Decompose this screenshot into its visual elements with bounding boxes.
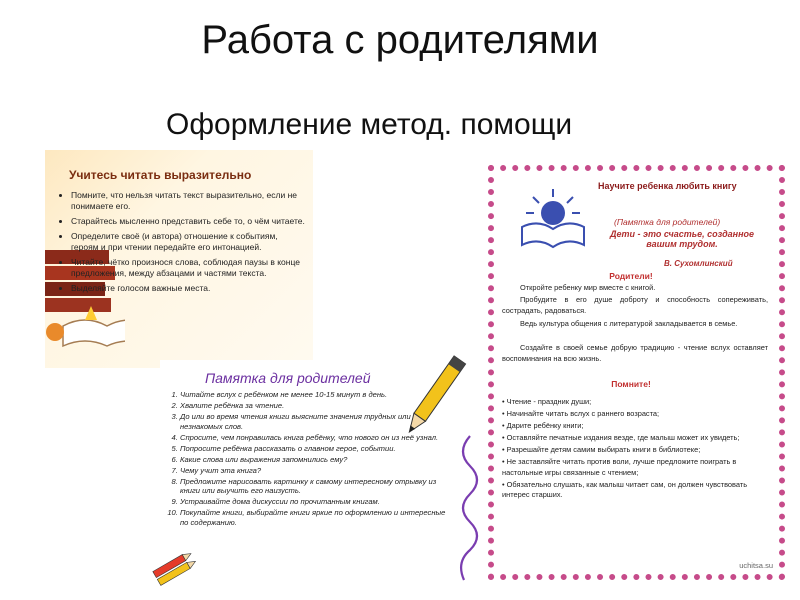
card3-author: В. Сухомлинский xyxy=(664,259,733,268)
card3-subheading: (Памятка для родителей) xyxy=(614,217,721,227)
list-item: 5. Попросите ребёнка рассказать о главном герое, событии. xyxy=(180,444,450,454)
card3-paragraph: Откройте ребенку мир вместе с книгой. xyxy=(520,283,656,292)
slide-title: Работа с родителями xyxy=(201,18,599,62)
list-item: • Помните, что нельзя читать текст выразительно, если не понимаете его. xyxy=(71,190,307,212)
list-item: • Обязательно слушать, как малыш читает сам, он должен чувствовать интерес старших. xyxy=(502,480,768,501)
love-books-card xyxy=(488,165,785,580)
card1-list xyxy=(57,190,307,298)
list-item: • Определите своё (и автора) отношение к событиям, героям и при чтении передайте его интонацией. xyxy=(71,231,307,253)
list-item: 8. Предложите нарисовать картинку к самому интересному отрывку из книги или выучить его наизусть. xyxy=(180,477,450,496)
card3-heading: Научите ребенка любить книгу xyxy=(598,181,737,191)
list-item: • Старайтесь мысленно представить себе то, о чём читаете. xyxy=(71,216,307,227)
list-item: • Разрешайте детям самим выбирать книги в библиотеке; xyxy=(502,445,768,456)
watermark: uchitsa.su xyxy=(739,561,773,570)
card3-paragraph: Создайте в своей семье добрую традицию - чтение вслух оставляет воспоминания на всю жизнь. xyxy=(502,343,768,363)
list-item: 9. Устраивайте дома дискуссии по прочитанным книгам. xyxy=(180,497,450,507)
list-item: • Выделяйте голосом важные места. xyxy=(71,283,307,294)
list-item: • Чтение - праздник души; xyxy=(502,397,768,408)
open-book-icon xyxy=(516,185,590,253)
pencil-icon xyxy=(400,350,490,590)
list-item: 7. Чему учит эта книга? xyxy=(180,466,450,476)
list-item: • Начинайте читать вслух с раннего возраста; xyxy=(502,409,768,420)
list-item: • Оставляйте печатные издания везде, где малыш может их увидеть; xyxy=(502,433,768,444)
section-remember: Помните! xyxy=(611,379,651,389)
card3-quote: Дети - это счастье, созданное вашим трудом. xyxy=(609,229,755,249)
list-item: 6. Какие слова или выражения запомнились ему? xyxy=(180,455,450,465)
list-item: • Дарите ребёнку книги; xyxy=(502,421,768,432)
reading-tips-card xyxy=(45,150,313,368)
list-item: 1. Читайте вслух с ребёнком не менее 10-15 минут в день. xyxy=(180,390,450,400)
list-item: 10. Покупайте книги, выбирайте книги яркие по оформлению и интересные по содержанию. xyxy=(180,508,450,527)
card2-heading: Памятка для родителей xyxy=(205,370,371,386)
card1-heading: Учитесь читать выразительно xyxy=(69,168,252,182)
list-item: 2. Хвалите ребёнка за чтение. xyxy=(180,401,450,411)
list-item: 3. До или во время чтения книги выясните значения трудных или незнакомых слов. xyxy=(180,412,450,431)
card3-paragraph: Ведь культура общения с литературой закладывается в семье. xyxy=(520,319,738,328)
section-parents: Родители! xyxy=(609,271,653,281)
list-item: 4. Спросите, чем понравилась книга ребёнку, что нового он из неё узнал. xyxy=(180,433,450,443)
list-item: • Не заставляйте читать против воли, лучше предложите поиграть в настольные игры связанные с чтением; xyxy=(502,457,768,478)
card3-paragraph: Пробудите в его душе доброту и способность сопереживать, сострадать, радоваться. xyxy=(502,295,768,315)
crayons-icon xyxy=(150,548,200,588)
slide-subtitle: Оформление метод. помощи xyxy=(166,108,573,141)
card3-bullets xyxy=(502,397,768,502)
list-item: • Читайте, чётко произнося слова, соблюдая паузы в конце предложения, между абзацами и частями текста. xyxy=(71,257,307,279)
